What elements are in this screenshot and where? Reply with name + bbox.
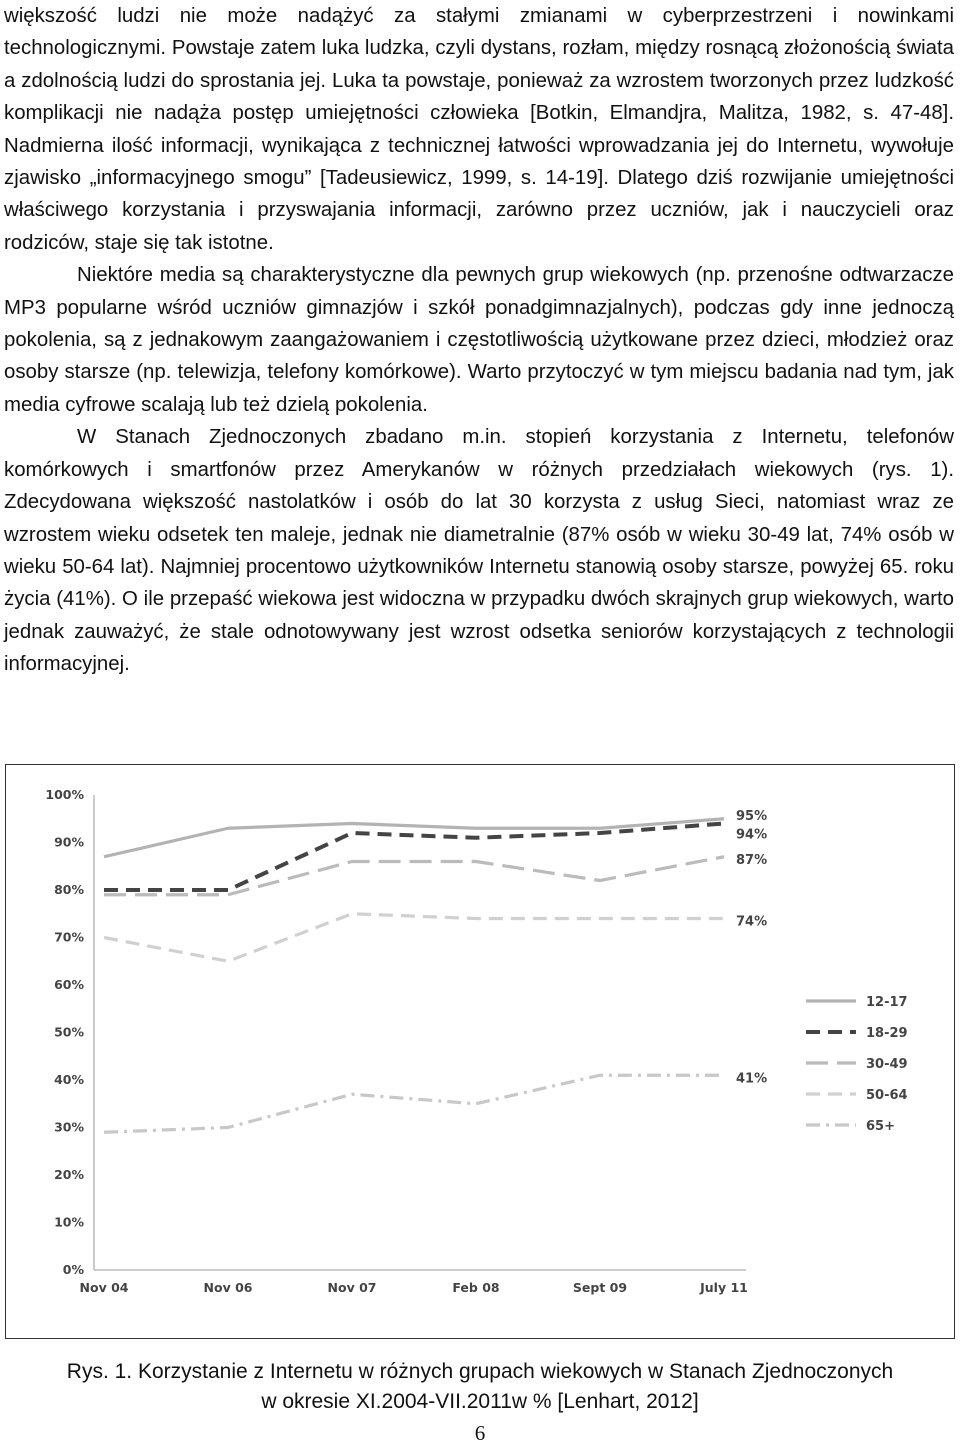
y-tick-label: 70% (54, 929, 84, 945)
series-line-65+ (104, 1075, 724, 1132)
legend-label-65+: 65+ (866, 1119, 895, 1134)
x-tick-label: Nov 04 (79, 1280, 129, 1295)
x-tick-label: Nov 06 (203, 1280, 253, 1295)
y-tick-label: 10% (54, 1214, 84, 1230)
legend-label-12-17: 12-17 (866, 995, 908, 1010)
y-tick-label: 30% (54, 1119, 84, 1135)
figure-chart (5, 764, 955, 1339)
page-number: 6 (474, 1421, 486, 1445)
paragraph-3: W Stanach Zjednoczonych zbadano m.in. stopień korzystania z Internetu, telefonów komórkowych i smartfonów przez Amerykanów w różnych przedziałach wiekowych (rys. 1). Zdecydowana większość nastolatków i osób do lat 30 korzysta z usług Sieci, natomiast wraz ze wzrostem wieku odsetek ten maleje, jednak nie diametralnie (87% osób w wieku 30-49 lat, 74% osób w wieku 50-64 lat). Najmniej procentowo użytkowników Internetu stanowią osoby starsze, powyżej 65. roku życia (41%). O ile przepaść wiekowa jest widoczna w przypadku dwóch skrajnych grup wiekowych, warto jednak zauważyć, że stale odnotowywany jest wzrost odsetka seniorów korzystających z technologii informacyjnej. (4, 426, 954, 676)
legend-label-18-29: 18-29 (866, 1026, 908, 1041)
end-label-12-17: 95% (736, 808, 768, 824)
x-tick-label: Nov 07 (327, 1280, 377, 1295)
caption-line-1: Rys. 1. Korzystanie z Internetu w różnych grupach wiekowych w Stanach Zjednoczonych (66, 1360, 894, 1383)
y-tick-label: 40% (54, 1072, 84, 1087)
x-tick-labels (80, 1280, 748, 1295)
x-tick-label: Feb 08 (452, 1280, 500, 1295)
y-tick-label: 60% (54, 977, 84, 992)
end-label-50-64: 74% (736, 914, 768, 930)
y-tick-label: 0% (62, 1262, 84, 1277)
body-text-top (4, 0, 954, 681)
y-tick-label: 50% (54, 1024, 84, 1040)
y-tick-label: 20% (54, 1167, 84, 1182)
x-tick-label: July 11 (700, 1280, 748, 1295)
end-label-30-49: 87% (736, 852, 768, 868)
paragraph-2: Niektóre media są charakterystyczne dla pewnych grup wiekowych (np. przenośne odtwarzacze MP3 popularne wśród uczniów gimnazjów i szkół ponadgimnazjalnych), podczas gdy inne jednoczą pokolenia, są z jednakowym zaangażowaniem i częstotliwością użytkowane przez dzieci, młodzież oraz osoby starsze (np. telewizja, telefony komórkowe). Warto przytoczyć w tym miejscu badania nad tym, jak media cyfrowe scalają lub też dzielą pokolenia. (4, 264, 954, 416)
series-line-50-64 (104, 914, 724, 962)
y-tick-label: 80% (54, 882, 84, 897)
end-label-65+: 41% (736, 1071, 768, 1087)
x-tick-label: Sept 09 (572, 1280, 628, 1295)
paragraph-1: większość ludzi nie może nadążyć za stałymi zmianami w cyberprzestrzeni i nowinkami technologicznymi. Powstaje zatem luka ludzka, czyli dystans, rozłam, między rosnącą złożonością świata a zdolnością ludzi do sprostania jej. Luka ta powstaje, ponieważ za wzrostem tworzonych przez ludzkość komplikacji nie nadąża postęp umiejętności człowieka [Botkin, Elmandjra, Malitza, 1982, s. 47-48]. Nadmierna ilość informacji, wynikająca z technicznej łatwości wprowadzania jej do Internetu, wywołuje zjawisko „informacyjnego smogu” [Tadeusiewicz, 1999, s. 14-19]. Dlatego dziś rozwijanie umiejętności właściwego korzystania i przyswajania informacji, zarówno przez uczniów, jak i nauczycieli oraz rodziców, staje się tak istotne. (4, 5, 954, 254)
series-line-18-29 (104, 824, 724, 891)
legend-label-30-49: 30-49 (866, 1057, 908, 1072)
series-lines (104, 819, 724, 1133)
line-chart (6, 765, 953, 1337)
y-tick-label: 100% (45, 787, 84, 802)
y-tick-label: 90% (54, 834, 84, 850)
series-line-12-17 (104, 819, 724, 857)
legend-label-50-64: 50-64 (866, 1088, 908, 1103)
end-label-18-29: 94% (736, 827, 768, 843)
end-labels (736, 809, 767, 1087)
figure-caption (0, 1357, 960, 1417)
chart-legend (806, 995, 908, 1134)
caption-line-2: w okresie XI.2004-VII.2011w % [Lenhart, 2012] (261, 1390, 699, 1413)
y-tick-labels (45, 787, 84, 1277)
